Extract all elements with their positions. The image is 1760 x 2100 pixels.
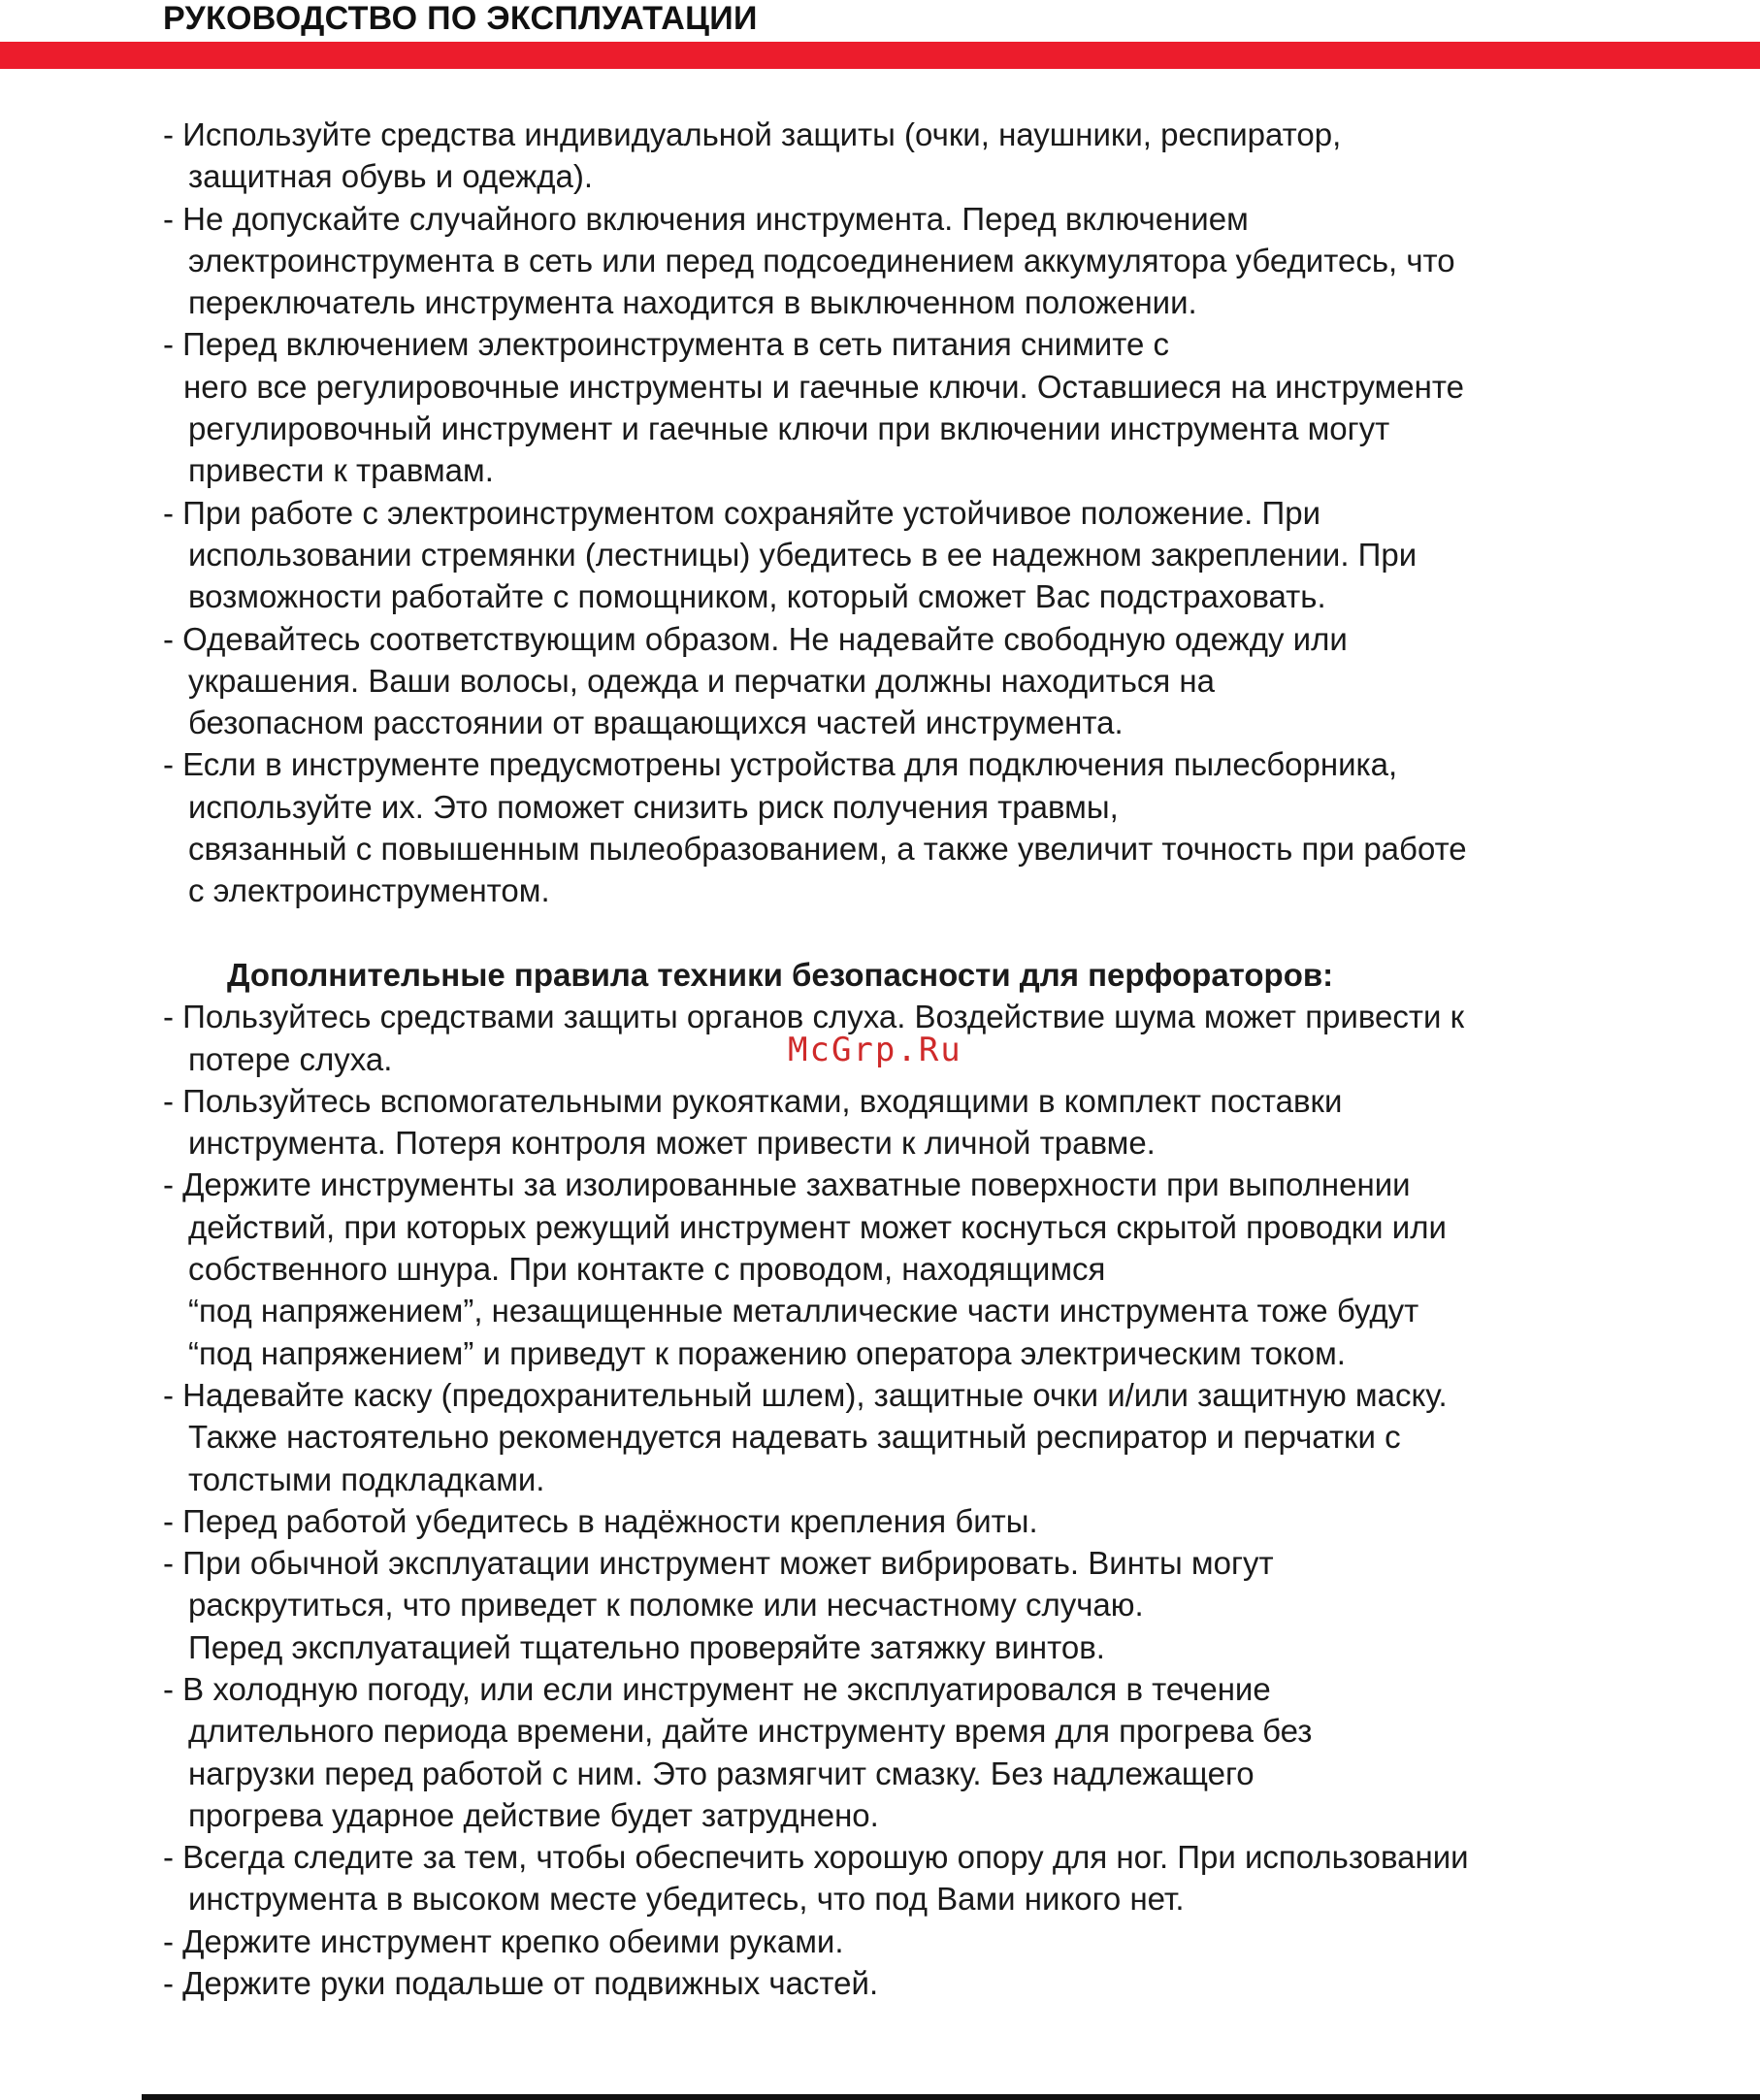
continuation-line: инструмента. Потеря контроля может привести к личной травме.: [188, 1125, 1156, 1162]
bullet-line: - Пользуйтесь средствами защиты органов слуха. Воздействие шума может привести к: [163, 999, 1465, 1035]
bullet-line: - При работе с электроинструментом сохраняйте устойчивое положение. При: [163, 494, 1321, 531]
continuation-line: с электроинструментом.: [188, 872, 550, 909]
continuation-line: “под напряжением”, незащищенные металлические части инструмента тоже будут: [188, 1293, 1419, 1329]
bullet-line: - Надевайте каску (предохранительный шлем), защитные очки и/или защитную маску.: [163, 1376, 1448, 1413]
bullet-line: - При обычной эксплуатации инструмент может вибрировать. Винты могут: [163, 1545, 1274, 1582]
continuation-line: длительного периода времени, дайте инструменту время для прогрева без: [188, 1713, 1313, 1750]
bullet-line: - Держите инструменты за изолированные захватные поверхности при выполнении: [163, 1166, 1411, 1203]
continuation-line: него все регулировочные инструменты и гаечные ключи. Оставшиеся на инструменте: [183, 368, 1464, 405]
page-header-title: РУКОВОДСТВО ПО ЭКСПЛУАТАЦИИ: [163, 0, 758, 37]
bullet-line: - Пользуйтесь вспомогательными рукоятками, входящими в комплект поставки: [163, 1082, 1343, 1119]
bullet-line: - В холодную погоду, или если инструмент не эксплуатировался в течение: [163, 1670, 1271, 1707]
continuation-line: действий, при которых режущий инструмент может коснуться скрытой проводки или: [188, 1208, 1447, 1245]
section-heading: Дополнительные правила техники безопасности для перфораторов:: [227, 956, 1334, 993]
continuation-line: прогрева ударное действие будет затруднено.: [188, 1796, 879, 1833]
continuation-line: привести к травмам.: [188, 452, 494, 489]
continuation-line: использовании стремянки (лестницы) убедитесь в ее надежном закреплении. При: [188, 536, 1418, 573]
bullet-line: - Используйте средства индивидуальной защиты (очки, наушники, респиратор,: [163, 116, 1342, 152]
header-red-bar: [0, 42, 1760, 69]
bullet-line: - Перед включением электроинструмента в сеть питания снимите с: [163, 326, 1170, 363]
section-spacer: [163, 912, 1715, 954]
continuation-line: раскрутиться, что приведет к поломке или несчастному случаю.: [188, 1587, 1144, 1624]
continuation-line: инструмента в высоком месте убедитесь, что под Вами никого нет.: [188, 1881, 1185, 1918]
bullet-line: - Не допускайте случайного включения инструмента. Перед включением: [163, 200, 1249, 237]
continuation-line: используйте их. Это поможет снизить риск получения травмы,: [188, 788, 1119, 825]
continuation-line: “под напряжением” и приведут к поражению оператора электрическим током.: [188, 1334, 1346, 1371]
continuation-line: регулировочный инструмент и гаечные ключи при включении инструмента могут: [188, 410, 1390, 447]
bullet-line: - Держите руки подальше от подвижных частей.: [163, 1965, 879, 2002]
footer-divider: [142, 2094, 1760, 2100]
bullet-line: - Держите инструмент крепко обеими руками.: [163, 1922, 844, 1959]
continuation-line: Перед эксплуатацией тщательно проверяйте затяжку винтов.: [188, 1628, 1105, 1665]
watermark-text: McGrp.Ru: [788, 1031, 962, 1069]
bullet-line: - Одевайтесь соответствующим образом. Не надевайте свободную одежду или: [163, 620, 1348, 657]
continuation-line: собственного шнура. При контакте с проводом, находящимся: [188, 1251, 1106, 1288]
continuation-line: переключатель инструмента находится в выключенном положении.: [188, 284, 1197, 321]
continuation-line: нагрузки перед работой с ним. Это размягчит смазку. Без надлежащего: [188, 1755, 1255, 1791]
continuation-line: электроинструмента в сеть или перед подсоединением аккумулятора убедитесь, что: [188, 242, 1455, 279]
continuation-line: толстыми подкладками.: [188, 1460, 545, 1497]
continuation-line: украшения. Ваши волосы, одежда и перчатки должны находиться на: [188, 662, 1216, 699]
continuation-line: связанный с повышенным пылеобразованием, а также увеличит точность при работе: [188, 831, 1467, 868]
continuation-line: возможности работайте с помощником, который сможет Вас подстраховать.: [188, 578, 1326, 615]
bullet-line: - Перед работой убедитесь в надёжности крепления биты.: [163, 1502, 1038, 1539]
bullet-line: - Всегда следите за тем, чтобы обеспечить хорошую опору для ног. При использовании: [163, 1839, 1469, 1876]
continuation-line: защитная обувь и одежда).: [188, 158, 594, 195]
bullet-line: - Если в инструменте предусмотрены устройства для подключения пылесборника,: [163, 746, 1398, 783]
continuation-line: безопасном расстоянии от вращающихся частей инструмента.: [188, 705, 1124, 741]
continuation-line: Также настоятельно рекомендуется надевать защитный респиратор и перчатки с: [188, 1419, 1401, 1456]
continuation-line: потере слуха.: [188, 1040, 393, 1077]
